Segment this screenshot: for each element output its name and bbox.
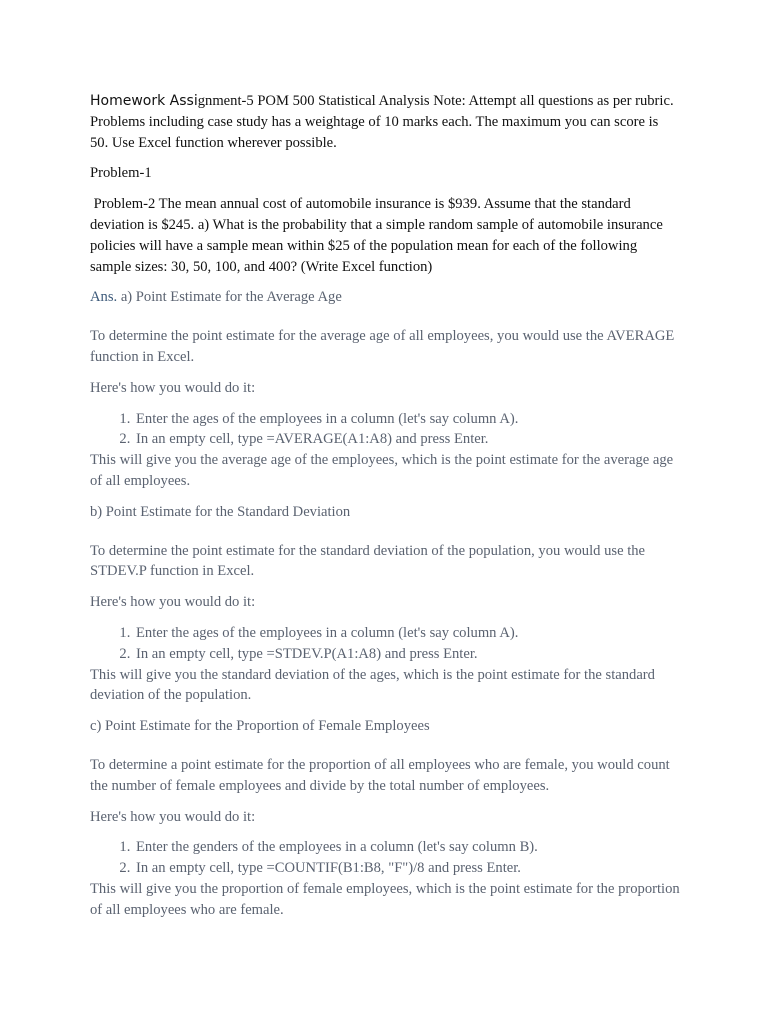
section-c-heading: c) Point Estimate for the Proportion of Female Employees: [90, 718, 430, 735]
section-b-steps: [90, 623, 680, 665]
section-b-heading: b) Point Estimate for the Standard Deviation: [90, 503, 351, 520]
section-b-result: This will give you the standard deviation of the ages, which is the point estimate for the standard deviation of the population.: [90, 666, 655, 704]
document-page: [90, 91, 680, 921]
section-a-explanation: To determine the point estimate for the average age of all employees, you would use the AVERAGE function in Excel.: [90, 328, 675, 365]
intro-text: gnment-5 POM 500 Statistical Analysis Note: Attempt all questions as per rubric. Problems including case study has a weightage of 10 marks each. The maximum you can score is 50. Use Excel function wherever possible.: [90, 93, 674, 151]
answer-label: Ans.: [90, 289, 118, 306]
section-a-howto: Here's how you would do it:: [90, 379, 256, 396]
section-b-explanation: To determine the point estimate for the standard deviation of the population, you would use the STDEV.P function in Excel.: [90, 542, 646, 580]
section-a-title: a) Point Estimate for the Average Age: [117, 289, 342, 306]
section-c-howto: Here's how you would do it:: [90, 808, 256, 825]
list-item: 2. In an empty cell, type =AVERAGE(A1:A8) and press Enter.: [134, 429, 680, 450]
list-item: 2. In an empty cell, type =STDEV.P(A1:A8) and press Enter.: [134, 644, 680, 665]
section-c-explanation: To determine a point estimate for the proportion of all employees who are female, you would count the number of female employees and divide by the total number of employees.: [90, 756, 670, 794]
list-item: 1. Enter the ages of the employees in a column (let's say column A).: [134, 409, 680, 430]
section-c-steps: [90, 837, 680, 879]
problem-2-text: Problem-2 The mean annual cost of automobile insurance is $939. Assume that the standard deviation is $245. a) What is the probability that a simple random sample of automobile insurance policies will have a sample mean within $25 of the population mean for each of the following sample sizes: 30, 50, 100, and 400? (Write Excel function): [90, 196, 667, 275]
section-a-heading: [90, 287, 680, 308]
section-b-howto: Here's how you would do it:: [90, 594, 256, 611]
problem-1-heading: Problem-1: [90, 165, 152, 182]
list-item: 1. Enter the ages of the employees in a column (let's say column A).: [134, 623, 680, 644]
section-a-steps: [90, 409, 680, 451]
intro-paragraph: [90, 91, 680, 153]
list-item: 1. Enter the genders of the employees in a column (let's say column B).: [134, 837, 680, 858]
section-a-result: This will give you the average age of the employees, which is the point estimate for the average age of all employees.: [90, 452, 674, 489]
intro-lead: Homework Assi: [90, 93, 198, 109]
list-item: 2. In an empty cell, type =COUNTIF(B1:B8, "F")/8 and press Enter.: [134, 858, 680, 879]
section-c-result: This will give you the proportion of female employees, which is the point estimate for the proportion of all employees who are female.: [90, 880, 680, 918]
